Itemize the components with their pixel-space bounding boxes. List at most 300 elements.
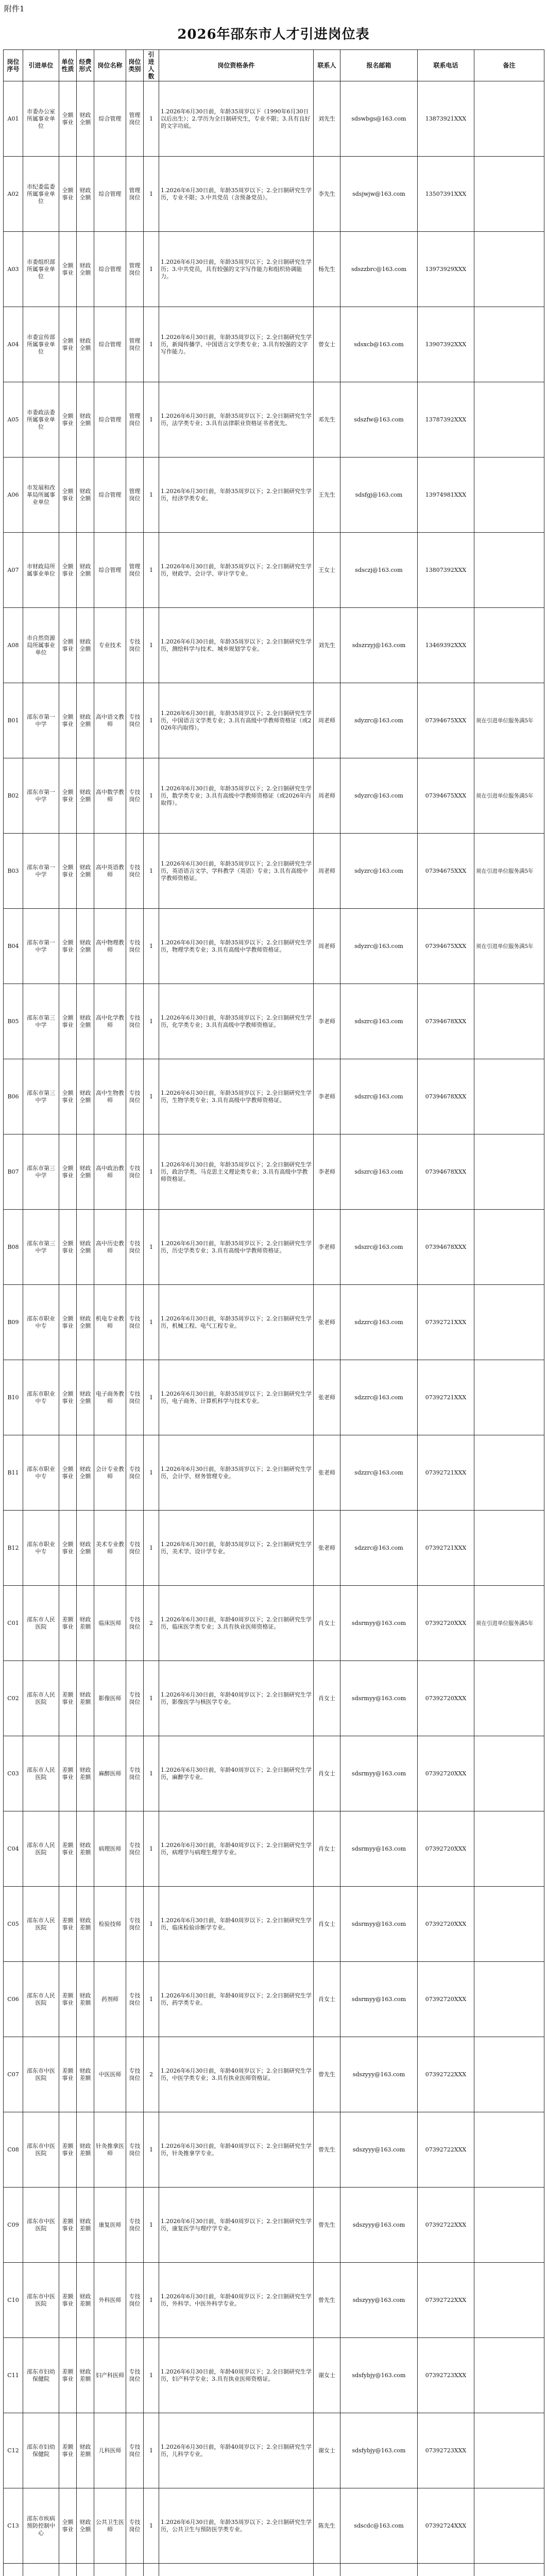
- cell-unit: 邵东市第一中学: [23, 834, 59, 909]
- cell-headcount: 1: [144, 1511, 159, 1586]
- cell-headcount: 1: [144, 1887, 159, 1962]
- cell-headcount: 1: [144, 758, 159, 834]
- cell-unit: 邵东市第三中学: [23, 1059, 59, 1134]
- cell-unit-nature: 全额事业: [59, 984, 77, 1059]
- cell-note: [474, 1435, 544, 1511]
- cell-phone: 07394678XXX: [418, 1210, 474, 1285]
- cell-funding: 财政全额: [77, 1210, 94, 1285]
- cell-phone: 07392722XXX: [418, 2188, 474, 2263]
- cell-headcount: 1: [144, 608, 159, 683]
- cell-unit-nature: 全额事业: [59, 758, 77, 834]
- cell-post-number: B02: [4, 758, 23, 834]
- cell-email: sdszyyy@163.com: [340, 2263, 418, 2338]
- cell-contact: 肖女士: [314, 1887, 340, 1962]
- cell-post-name: 机电专业教师: [94, 1285, 126, 1360]
- cell-headcount: 1: [144, 457, 159, 533]
- cell-email: sdszrzyj@163.com: [340, 608, 418, 683]
- table-row: [4, 2037, 544, 2112]
- cell-funding: 财政差额: [77, 1887, 94, 1962]
- cell-contact: 杨先生: [314, 232, 340, 307]
- cell-contact: 肖女士: [314, 1811, 340, 1887]
- cell-note: [474, 533, 544, 608]
- cell-phone: 07394675XXX: [418, 683, 474, 758]
- table-row: [4, 1736, 544, 1811]
- cell-post-category: 管理岗位: [126, 81, 144, 157]
- table-row: [4, 1887, 544, 1962]
- table-row: [4, 533, 544, 608]
- cell-requirements: 1.2026年6月30日前，年龄40周岁以下；2.全日制研究生学历，病理学与病理生理学专业。: [159, 1811, 314, 1887]
- table-row: [4, 683, 544, 758]
- cell-post-category: 专技岗位: [126, 2413, 144, 2488]
- cell-funding: 财政全额: [77, 1435, 94, 1511]
- cell-phone: 07394678XXX: [418, 1134, 474, 1210]
- cell-unit-nature: [59, 2564, 77, 2576]
- cell-unit: 邵东市人民医院: [23, 1736, 59, 1811]
- cell-contact: 张老师: [314, 1435, 340, 1511]
- cell-unit: 邵东市职业中专: [23, 1360, 59, 1435]
- cell-contact: [314, 2564, 340, 2576]
- cell-headcount: 1: [144, 2263, 159, 2338]
- cell-requirements: 1.2026年6月30日前，年龄40周岁以下；2.全日制研究生学历，麻醉学专业。: [159, 1736, 314, 1811]
- cell-funding: 财政全额: [77, 1059, 94, 1134]
- cell-phone: 07392721XXX: [418, 1435, 474, 1511]
- cell-post-name: [94, 2564, 126, 2576]
- cell-post-category: 专技岗位: [126, 608, 144, 683]
- cell-post-name: 高中生物教师: [94, 1059, 126, 1134]
- cell-post-category: 专技岗位: [126, 1511, 144, 1586]
- cell-headcount: 1: [144, 1435, 159, 1511]
- table-row: [4, 457, 544, 533]
- cell-phone: 13873921XXX: [418, 81, 474, 157]
- cell-requirements: 1.2026年6月30日前，年龄35周岁以下；2.全日制研究生学历，美术学、设计学专业。: [159, 1511, 314, 1586]
- table-row: [4, 1360, 544, 1435]
- page-title: 2026年邵东市人才引进岗位表: [177, 27, 370, 42]
- cell-headcount: 1: [144, 1811, 159, 1887]
- cell-email: sdscdc@163.com: [340, 2488, 418, 2564]
- cell-note: 须在引进单位服务满5年: [474, 758, 544, 834]
- cell-email: sdsrmyy@163.com: [340, 1962, 418, 2037]
- table-row: [4, 307, 544, 382]
- cell-contact: 谢女士: [314, 2338, 340, 2413]
- cell-phone: 07392721XXX: [418, 1360, 474, 1435]
- cell-post-number: B03: [4, 834, 23, 909]
- cell-unit-nature: 差额事业: [59, 1586, 77, 1661]
- cell-post-name: 综合管理: [94, 457, 126, 533]
- cell-requirements: 1.2026年6月30日前，年龄40周岁以下；2.全日制研究生学历，临床医学类专业；3.具有执业医师资格证。: [159, 1586, 314, 1661]
- cell-phone: 07392720XXX: [418, 1661, 474, 1736]
- cell-note: [474, 1736, 544, 1811]
- cell-contact: 曾女士: [314, 307, 340, 382]
- cell-email: sdzzrc@163.com: [340, 1511, 418, 1586]
- cell-post-name: 美术专业教师: [94, 1511, 126, 1586]
- cell-note: [474, 2564, 544, 2576]
- table-row: [4, 1586, 544, 1661]
- cell-requirements: 1.2026年6月30日前，年龄40周岁以下；2.全日制研究生学历，药学类专业。: [159, 1962, 314, 2037]
- cell-requirements: 1.2026年6月30日前，年龄35周岁以下；2.全日制研究生学历，公共卫生与预防医学类专业。: [159, 2488, 314, 2564]
- cell-post-number: A01: [4, 81, 23, 157]
- cell-unit-nature: 差额事业: [59, 2263, 77, 2338]
- cell-note: [474, 1134, 544, 1210]
- cell-note: 须在引进单位服务满5年: [474, 909, 544, 984]
- cell-post-number: C07: [4, 2037, 23, 2112]
- cell-requirements: 1.2026年6月30日前，年龄35周岁以下；2.全日制研究生学历，数学类专业；3.具有高级中学教师资格证（或2026年内取得）。: [159, 758, 314, 834]
- cell-post-number: C10: [4, 2263, 23, 2338]
- cell-funding: 财政全额: [77, 81, 94, 157]
- cell-post-name: 康复医师: [94, 2188, 126, 2263]
- cell-unit-nature: 全额事业: [59, 1285, 77, 1360]
- cell-post-category: 专技岗位: [126, 1811, 144, 1887]
- cell-phone: 07392724XXX: [418, 2488, 474, 2564]
- cell-post-category: 专技岗位: [126, 1210, 144, 1285]
- cell-headcount: 1: [144, 232, 159, 307]
- cell-funding: 财政全额: [77, 1134, 94, 1210]
- cell-email: sdszyyy@163.com: [340, 2188, 418, 2263]
- cell-contact: 李先生: [314, 157, 340, 232]
- cell-unit: 邵东市中医医院: [23, 2037, 59, 2112]
- cell-email: sdzzrc@163.com: [340, 1285, 418, 1360]
- cell-requirements: 1.2026年6月30日前，年龄40周岁以下；2.全日制研究生学历，外科学、中医外科学专业。: [159, 2263, 314, 2338]
- cell-contact: 邓先生: [314, 382, 340, 457]
- cell-unit-nature: 全额事业: [59, 157, 77, 232]
- cell-phone: 07394675XXX: [418, 834, 474, 909]
- cell-unit-nature: 差额事业: [59, 2037, 77, 2112]
- cell-funding: 财政全额: [77, 1360, 94, 1435]
- cell-note: [474, 2112, 544, 2188]
- cell-phone: 07392723XXX: [418, 2413, 474, 2488]
- cell-note: [474, 1962, 544, 2037]
- cell-email: sdszfw@163.com: [340, 382, 418, 457]
- cell-contact: 谢女士: [314, 2413, 340, 2488]
- cell-unit-nature: 差额事业: [59, 1962, 77, 2037]
- cell-funding: 财政全额: [77, 157, 94, 232]
- cell-phone: 07392722XXX: [418, 2263, 474, 2338]
- table-row: [4, 1811, 544, 1887]
- table-row: [4, 1059, 544, 1134]
- cell-phone: 13507391XXX: [418, 157, 474, 232]
- cell-email: sdsrmyy@163.com: [340, 1811, 418, 1887]
- cell-unit-nature: 全额事业: [59, 909, 77, 984]
- cell-unit: 市委政法委所属事业单位: [23, 382, 59, 457]
- cell-post-name: 电子商务教师: [94, 1360, 126, 1435]
- column-header: 报名邮箱: [340, 50, 418, 81]
- cell-post-category: 专技岗位: [126, 2188, 144, 2263]
- cell-unit-nature: 全额事业: [59, 834, 77, 909]
- cell-headcount: [144, 2564, 159, 2576]
- cell-requirements: 1.2026年6月30日前，年龄35周岁以下；2.全日制研究生学历，政治学类、马克思主义理论类专业；3.具有高级中学教师资格证。: [159, 1134, 314, 1210]
- cell-post-name: 综合管理: [94, 382, 126, 457]
- cell-post-category: 专技岗位: [126, 1435, 144, 1511]
- cell-funding: 财政全额: [77, 909, 94, 984]
- cell-email: sdswbgs@163.com: [340, 81, 418, 157]
- cell-post-number: C06: [4, 1962, 23, 2037]
- cell-post-name: 儿科医师: [94, 2413, 126, 2488]
- cell-unit-nature: 差额事业: [59, 2338, 77, 2413]
- column-header: 经费形式: [77, 50, 94, 81]
- cell-post-number: C04: [4, 1811, 23, 1887]
- cell-post-number: [4, 2564, 23, 2576]
- cell-email: sdszrc@163.com: [340, 1210, 418, 1285]
- cell-post-category: 专技岗位: [126, 834, 144, 909]
- cell-phone: 13787392XXX: [418, 382, 474, 457]
- cell-post-number: C13: [4, 2488, 23, 2564]
- cell-post-number: B06: [4, 1059, 23, 1134]
- cell-post-category: 专技岗位: [126, 1962, 144, 2037]
- cell-post-name: 会计专业教师: [94, 1435, 126, 1511]
- cell-unit: 邵东市第三中学: [23, 1134, 59, 1210]
- cell-post-number: A07: [4, 533, 23, 608]
- cell-unit: 邵东市第三中学: [23, 984, 59, 1059]
- job-table: [3, 49, 544, 2576]
- cell-post-name: 针灸推拿医师: [94, 2112, 126, 2188]
- cell-email: sdzzrc@163.com: [340, 1360, 418, 1435]
- cell-unit-nature: 差额事业: [59, 2112, 77, 2188]
- cell-requirements: 1.2026年6月30日前，年龄35周岁以下；2.全日制研究生学历，经济学类专业。: [159, 457, 314, 533]
- cell-post-name: 检验技师: [94, 1887, 126, 1962]
- table-row: [4, 2188, 544, 2263]
- cell-note: [474, 232, 544, 307]
- cell-post-number: A06: [4, 457, 23, 533]
- cell-post-name: 高中数学教师: [94, 758, 126, 834]
- cell-post-name: 公共卫生医师: [94, 2488, 126, 2564]
- cell-note: 须在引进单位服务满5年: [474, 1586, 544, 1661]
- cell-unit-nature: 全额事业: [59, 232, 77, 307]
- cell-contact: 周老师: [314, 758, 340, 834]
- cell-unit: 邵东市疾病预防控制中心: [23, 2488, 59, 2564]
- cell-headcount: 1: [144, 2413, 159, 2488]
- cell-phone: 07394678XXX: [418, 1059, 474, 1134]
- cell-post-category: 专技岗位: [126, 2112, 144, 2188]
- cell-post-name: 高中语文教师: [94, 683, 126, 758]
- cell-unit-nature: 差额事业: [59, 1887, 77, 1962]
- cell-post-category: [126, 2564, 144, 2576]
- cell-post-number: B10: [4, 1360, 23, 1435]
- cell-email: sdyzrc@163.com: [340, 909, 418, 984]
- cell-headcount: 1: [144, 834, 159, 909]
- cell-requirements: 1.2026年6月30日前，年龄35周岁以下；2.全日制研究生学历，机械工程、电气工程专业。: [159, 1285, 314, 1360]
- cell-post-name: 高中历史教师: [94, 1210, 126, 1285]
- cell-contact: 周老师: [314, 683, 340, 758]
- cell-unit-nature: 全额事业: [59, 608, 77, 683]
- cell-phone: 07392720XXX: [418, 1962, 474, 2037]
- cell-note: [474, 608, 544, 683]
- cell-contact: 肖女士: [314, 1962, 340, 2037]
- cell-note: 须在引进单位服务满5年: [474, 683, 544, 758]
- cell-phone: 07392720XXX: [418, 1811, 474, 1887]
- cell-unit-nature: 差额事业: [59, 2188, 77, 2263]
- cell-unit: 市委组织部所属事业单位: [23, 232, 59, 307]
- column-header: 引进单位: [23, 50, 59, 81]
- cell-post-name: 高中政治教师: [94, 1134, 126, 1210]
- cell-headcount: 1: [144, 683, 159, 758]
- cell-note: [474, 157, 544, 232]
- cell-phone: 07392720XXX: [418, 1887, 474, 1962]
- cell-post-name: 影像医师: [94, 1661, 126, 1736]
- cell-post-category: 专技岗位: [126, 2263, 144, 2338]
- cell-phone: 07392721XXX: [418, 1511, 474, 1586]
- table-row: [4, 834, 544, 909]
- cell-note: [474, 2488, 544, 2564]
- cell-contact: 张老师: [314, 1360, 340, 1435]
- cell-post-category: 专技岗位: [126, 1134, 144, 1210]
- cell-post-number: A04: [4, 307, 23, 382]
- cell-post-category: 专技岗位: [126, 1736, 144, 1811]
- cell-post-category: 管理岗位: [126, 533, 144, 608]
- table-row: [4, 2413, 544, 2488]
- cell-unit-nature: 全额事业: [59, 307, 77, 382]
- cell-requirements: 1.2026年6月30日前，年龄35周岁以下（1990年6月30日以后出生）；2.学历为全日制研究生，专业不限；3.具有良好的文字功底。: [159, 81, 314, 157]
- cell-requirements: 1.2026年6月30日前，年龄40周岁以下；2.全日制研究生学历，康复医学与理疗学专业。: [159, 2188, 314, 2263]
- cell-headcount: 2: [144, 1586, 159, 1661]
- cell-phone: 07394675XXX: [418, 909, 474, 984]
- cell-requirements: 1.2026年6月30日前，年龄35周岁以下；2.全日制研究生学历，法学类专业；3.具有法律职业资格证书者优先。: [159, 382, 314, 457]
- cell-funding: 财政全额: [77, 457, 94, 533]
- cell-post-category: 专技岗位: [126, 758, 144, 834]
- cell-post-category: 专技岗位: [126, 1360, 144, 1435]
- cell-requirements: 1.2026年6月30日前，年龄40周岁以下；2.全日制研究生学历，中医学类专业；3.具有执业医师资格证。: [159, 2037, 314, 2112]
- table-row: [4, 1511, 544, 1586]
- cell-post-category: 专技岗位: [126, 1887, 144, 1962]
- cell-note: [474, 2263, 544, 2338]
- cell-requirements: 1.2026年6月30日前，年龄40周岁以下；2.全日制研究生学历，针灸推拿学专业。: [159, 2112, 314, 2188]
- cell-funding: 财政差额: [77, 1962, 94, 2037]
- cell-email: sdsjwjw@163.com: [340, 157, 418, 232]
- cell-requirements: 1.2026年6月30日前，年龄35周岁以下；2.全日制研究生学历，中国语言文学类专业；3.具有高级中学教师资格证（或2026年内取得）。: [159, 683, 314, 758]
- table-row: [4, 81, 544, 157]
- cell-phone: 13469392XXX: [418, 608, 474, 683]
- cell-headcount: 1: [144, 909, 159, 984]
- cell-requirements: 1.2026年6月30日前，年龄35周岁以下；2.全日制研究生学历，物理学类专业；3.具有高级中学教师资格证。: [159, 909, 314, 984]
- cell-post-name: 外科医师: [94, 2263, 126, 2338]
- cell-post-number: B01: [4, 683, 23, 758]
- cell-post-number: C08: [4, 2112, 23, 2188]
- cell-unit: 邵东市职业中专: [23, 1285, 59, 1360]
- table-row: [4, 984, 544, 1059]
- cell-unit: 邵东市人民医院: [23, 1811, 59, 1887]
- cell-unit: 市委办公室所属事业单位: [23, 81, 59, 157]
- cell-post-number: C12: [4, 2413, 23, 2488]
- cell-requirements: 1.2026年6月30日前，年龄35周岁以下；2.全日制研究生学历，会计学、财务管理专业。: [159, 1435, 314, 1511]
- cell-note: [474, 1811, 544, 1887]
- cell-phone: 13974981XXX: [418, 457, 474, 533]
- cell-requirements: 1.2026年6月30日前，年龄40周岁以下；2.全日制研究生学历，妇产科学专业；3.具有执业医师资格证。: [159, 2338, 314, 2413]
- cell-unit-nature: 全额事业: [59, 2488, 77, 2564]
- cell-unit-nature: 全额事业: [59, 683, 77, 758]
- cell-note: [474, 1285, 544, 1360]
- cell-funding: 财政差额: [77, 2188, 94, 2263]
- cell-requirements: 1.2026年6月30日前，年龄40周岁以下；2.全日制研究生学历，临床检验诊断学专业。: [159, 1887, 314, 1962]
- cell-unit-nature: 全额事业: [59, 1134, 77, 1210]
- cell-email: sdszyyy@163.com: [340, 2037, 418, 2112]
- cell-requirements: 1.2026年6月30日前，年龄35周岁以下；2.全日制研究生学历；3.中共党员，具有较强的文字写作能力和组织协调能力。: [159, 232, 314, 307]
- cell-phone: 07394678XXX: [418, 984, 474, 1059]
- cell-phone: 07394675XXX: [418, 758, 474, 834]
- cell-note: [474, 2188, 544, 2263]
- cell-unit: 市委宣传部所属事业单位: [23, 307, 59, 382]
- cell-email: sdszrc@163.com: [340, 984, 418, 1059]
- cell-headcount: 1: [144, 2488, 159, 2564]
- cell-unit: 邵东市职业中专: [23, 1511, 59, 1586]
- cell-contact: 王女士: [314, 533, 340, 608]
- cell-funding: 财政差额: [77, 1736, 94, 1811]
- cell-note: [474, 1059, 544, 1134]
- cell-unit: 邵东市职业中专: [23, 1435, 59, 1511]
- cell-headcount: 1: [144, 1962, 159, 2037]
- cell-note: [474, 307, 544, 382]
- cell-email: sdsrmyy@163.com: [340, 1736, 418, 1811]
- cell-post-category: 管理岗位: [126, 382, 144, 457]
- cell-post-name: 中医医师: [94, 2037, 126, 2112]
- cell-requirements: 1.2026年6月30日前，年龄35周岁以下；2.全日制研究生学历，历史学类专业；3.具有高级中学教师资格证。: [159, 1210, 314, 1285]
- cell-contact: 李老师: [314, 1059, 340, 1134]
- cell-headcount: 1: [144, 533, 159, 608]
- cell-phone: 07392721XXX: [418, 1285, 474, 1360]
- attachment-label: 附件1: [4, 4, 25, 13]
- cell-email: sdszyyy@163.com: [340, 2112, 418, 2188]
- cell-contact: 王先生: [314, 457, 340, 533]
- cell-headcount: 1: [144, 984, 159, 1059]
- cell-requirements: 1.2026年6月30日前，年龄35周岁以下；2.全日制研究生学历，专业不限；3.中共党员（含预备党员）。: [159, 157, 314, 232]
- cell-post-name: 专业技术: [94, 608, 126, 683]
- cell-unit-nature: 全额事业: [59, 1059, 77, 1134]
- cell-requirements: 1.2026年6月30日前，年龄35周岁以下；2.全日制研究生学历，财政学、会计学、审计学专业。: [159, 533, 314, 608]
- cell-contact: 张老师: [314, 1511, 340, 1586]
- table-row: [4, 1285, 544, 1360]
- cell-unit-nature: 全额事业: [59, 81, 77, 157]
- cell-requirements: 1.2026年6月30日前，年龄35周岁以下；2.全日制研究生学历，电子商务、计算机科学与技术专业。: [159, 1360, 314, 1435]
- cell-funding: 财政全额: [77, 1285, 94, 1360]
- cell-phone: 07392723XXX: [418, 2338, 474, 2413]
- cell-email: sdsrmyy@163.com: [340, 1661, 418, 1736]
- table-row: [4, 1962, 544, 2037]
- cell-contact: 肖女士: [314, 1736, 340, 1811]
- cell-note: 须在引进单位服务满5年: [474, 834, 544, 909]
- cell-note: [474, 81, 544, 157]
- cell-funding: [77, 2564, 94, 2576]
- cell-post-category: 专技岗位: [126, 2037, 144, 2112]
- cell-post-category: 专技岗位: [126, 984, 144, 1059]
- cell-post-category: 管理岗位: [126, 457, 144, 533]
- cell-post-number: A02: [4, 157, 23, 232]
- cell-email: sdsxcb@163.com: [340, 307, 418, 382]
- cell-funding: 财政差额: [77, 2112, 94, 2188]
- cell-contact: 刘先生: [314, 81, 340, 157]
- cell-contact: 张老师: [314, 1285, 340, 1360]
- cell-requirements: 1.2026年6月30日前，年龄40周岁以下；2.全日制研究生学历，儿科学专业。: [159, 2413, 314, 2488]
- column-header: 岗位类别: [126, 50, 144, 81]
- cell-post-category: 专技岗位: [126, 683, 144, 758]
- cell-post-number: C09: [4, 2188, 23, 2263]
- table-row: [4, 758, 544, 834]
- cell-headcount: 1: [144, 1059, 159, 1134]
- cell-unit: 市财政局所属事业单位: [23, 533, 59, 608]
- cell-requirements: [159, 2564, 314, 2576]
- cell-contact: 曾先生: [314, 2188, 340, 2263]
- cell-funding: 财政全额: [77, 533, 94, 608]
- column-header: 联系人: [314, 50, 340, 81]
- cell-requirements: 1.2026年6月30日前，年龄35周岁以下；2.全日制研究生学历，测绘科学与技术、城乡规划学专业。: [159, 608, 314, 683]
- cell-unit: 邵东市人民医院: [23, 1661, 59, 1736]
- cell-post-category: 专技岗位: [126, 1661, 144, 1736]
- cell-post-number: B08: [4, 1210, 23, 1285]
- cell-unit: 邵东市第三中学: [23, 1210, 59, 1285]
- cell-unit: 邵东市第一中学: [23, 758, 59, 834]
- cell-email: sdsrmyy@163.com: [340, 1887, 418, 1962]
- cell-contact: 李老师: [314, 1210, 340, 1285]
- cell-funding: 财政全额: [77, 834, 94, 909]
- cell-unit: [23, 2564, 59, 2576]
- cell-email: sdsczj@163.com: [340, 533, 418, 608]
- cell-note: [474, 2338, 544, 2413]
